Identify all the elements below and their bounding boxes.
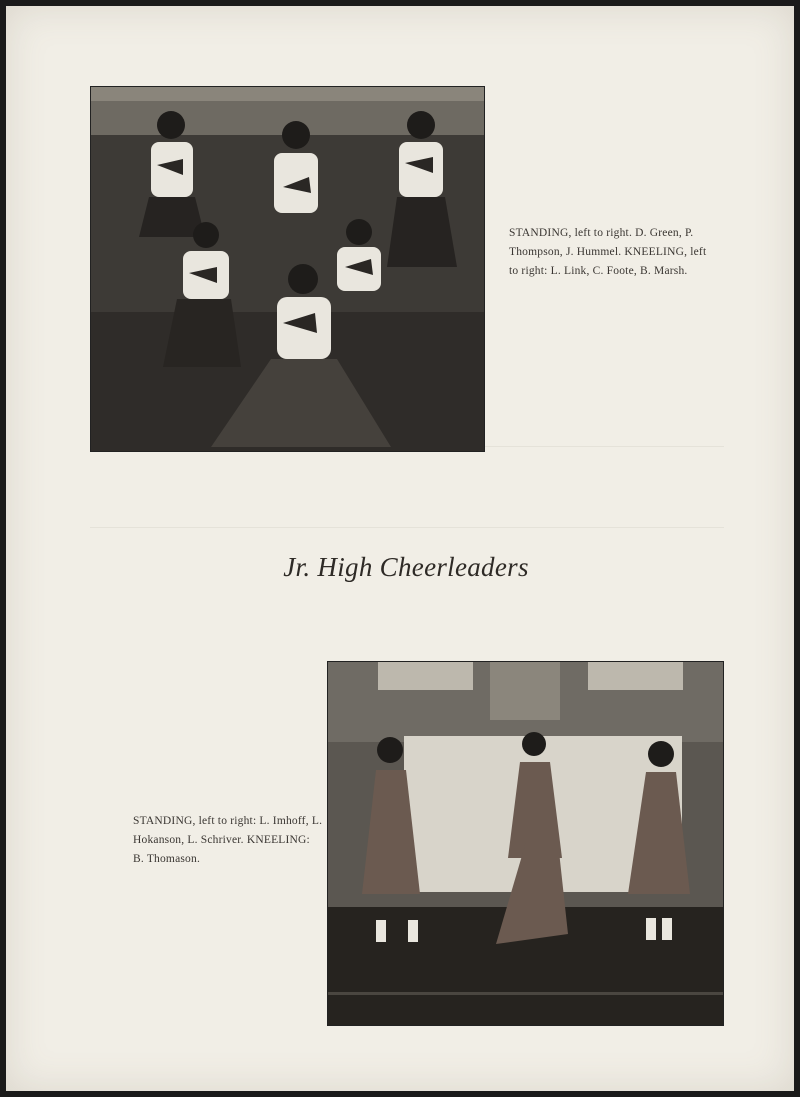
top-photo-caption: STANDING, left to right. D. Green, P. Thompson, J. Hummel. KNEELING, left to right: L. Link, C. Foote, B. Marsh.	[509, 227, 707, 277]
show-through-background	[90, 446, 724, 528]
cheerleaders-photo-bottom-image	[328, 662, 723, 1025]
cheerleaders-photo-bottom	[327, 661, 724, 1026]
section-title: Jr. High Cheerleaders	[283, 552, 529, 582]
bottom-photo-caption: STANDING, left to right: L. Imhoff, L. Hokanson, L. Schriver. KNEELING: B. Thomason.	[133, 815, 323, 865]
cheerleaders-photo-top	[90, 86, 485, 452]
cheerleaders-photo-top-image	[91, 87, 484, 451]
yearbook-page	[6, 6, 794, 1091]
